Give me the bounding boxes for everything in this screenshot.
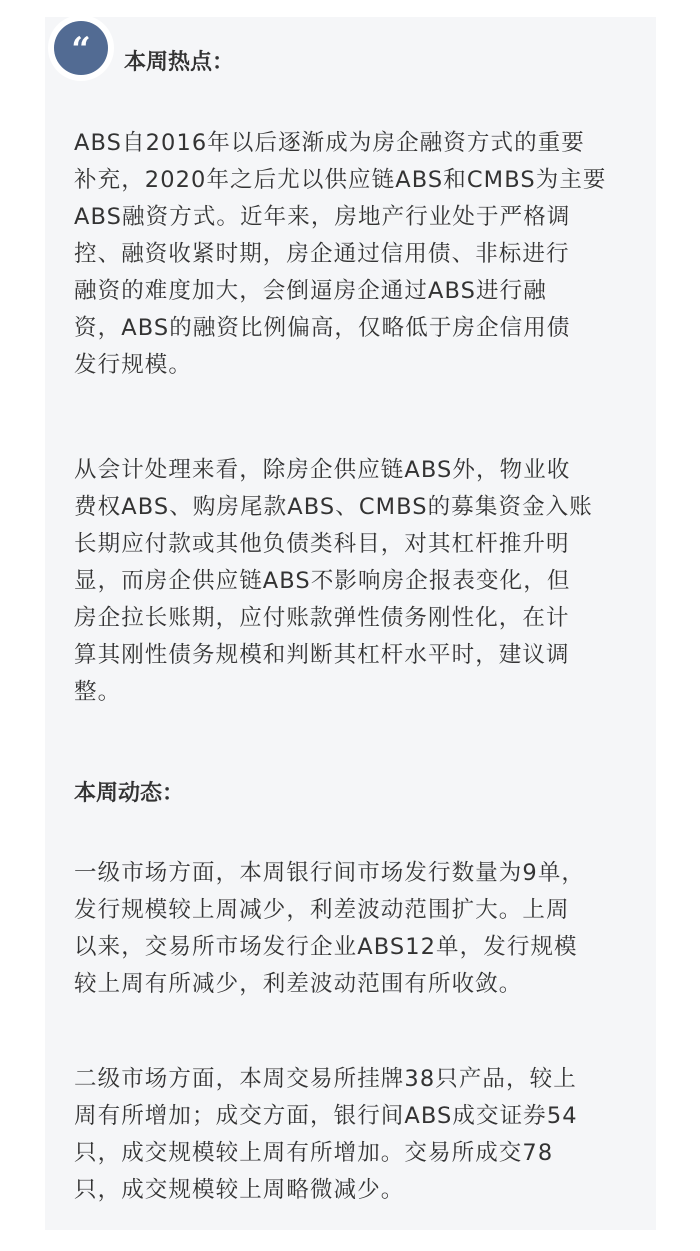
paragraph-accounting [74, 452, 634, 711]
text-line: 房企拉长账期，应付账款弹性债务刚性化，在计 [74, 605, 570, 631]
paragraph-hotspot [74, 125, 634, 384]
text-line: 整。 [74, 679, 122, 705]
paragraph-secondary-market [74, 1061, 634, 1209]
text-line: 补充，2020年之后尤以供应链ABS和CMBS为主要 [74, 167, 607, 193]
text-line: 长期应付款或其他负债类科目，对其杠杆推升明 [74, 531, 570, 557]
section-heading-dynamics: 本周动态： [74, 781, 185, 806]
text-line: 控、融资收紧时期，房企通过信用债、非标进行 [74, 241, 570, 267]
text-line: ABS融资方式。近年来，房地产行业处于严格调 [74, 204, 571, 230]
text-line: 较上周有所减少，利差波动范围有所收敛。 [74, 971, 523, 997]
text-line: ABS自2016年以后逐渐成为房企融资方式的重要 [74, 130, 585, 156]
paragraph-primary-market [74, 855, 634, 1003]
quote-icon: “ [54, 21, 108, 75]
text-line: 二级市场方面，本周交易所挂牌38只产品，较上 [74, 1066, 577, 1092]
text-line: 一级市场方面，本周银行间市场发行数量为9单， [74, 860, 586, 886]
text-line: 只，成交规模较上周有所增加。交易所成交78 [74, 1140, 554, 1166]
text-line: 以来，交易所市场发行企业ABS12单，发行规模 [74, 934, 578, 960]
text-line: 周有所增加；成交方面，银行间ABS成交证券54 [74, 1103, 578, 1129]
text-line: 显，而房企供应链ABS不影响房企报表变化，但 [74, 568, 571, 594]
text-line: 发行规模。 [74, 352, 193, 378]
quote-badge [48, 15, 114, 81]
section-heading-hotspot: 本周热点： [124, 50, 235, 75]
text-line: 从会计处理来看，除房企供应链ABS外，物业收 [74, 457, 571, 483]
text-line: 资，ABS的融资比例偏高，仅略低于房企信用债 [74, 315, 571, 341]
text-line: 费权ABS、购房尾款ABS、CMBS的募集资金入账 [74, 494, 593, 520]
text-line: 只，成交规模较上周略微减少。 [74, 1177, 405, 1203]
text-line: 融资的难度加大，会倒逼房企通过ABS进行融 [74, 278, 547, 304]
text-line: 发行规模较上周减少，利差波动范围扩大。上周 [74, 897, 570, 923]
text-line: 算其刚性债务规模和判断其杠杆水平时，建议调 [74, 642, 570, 668]
